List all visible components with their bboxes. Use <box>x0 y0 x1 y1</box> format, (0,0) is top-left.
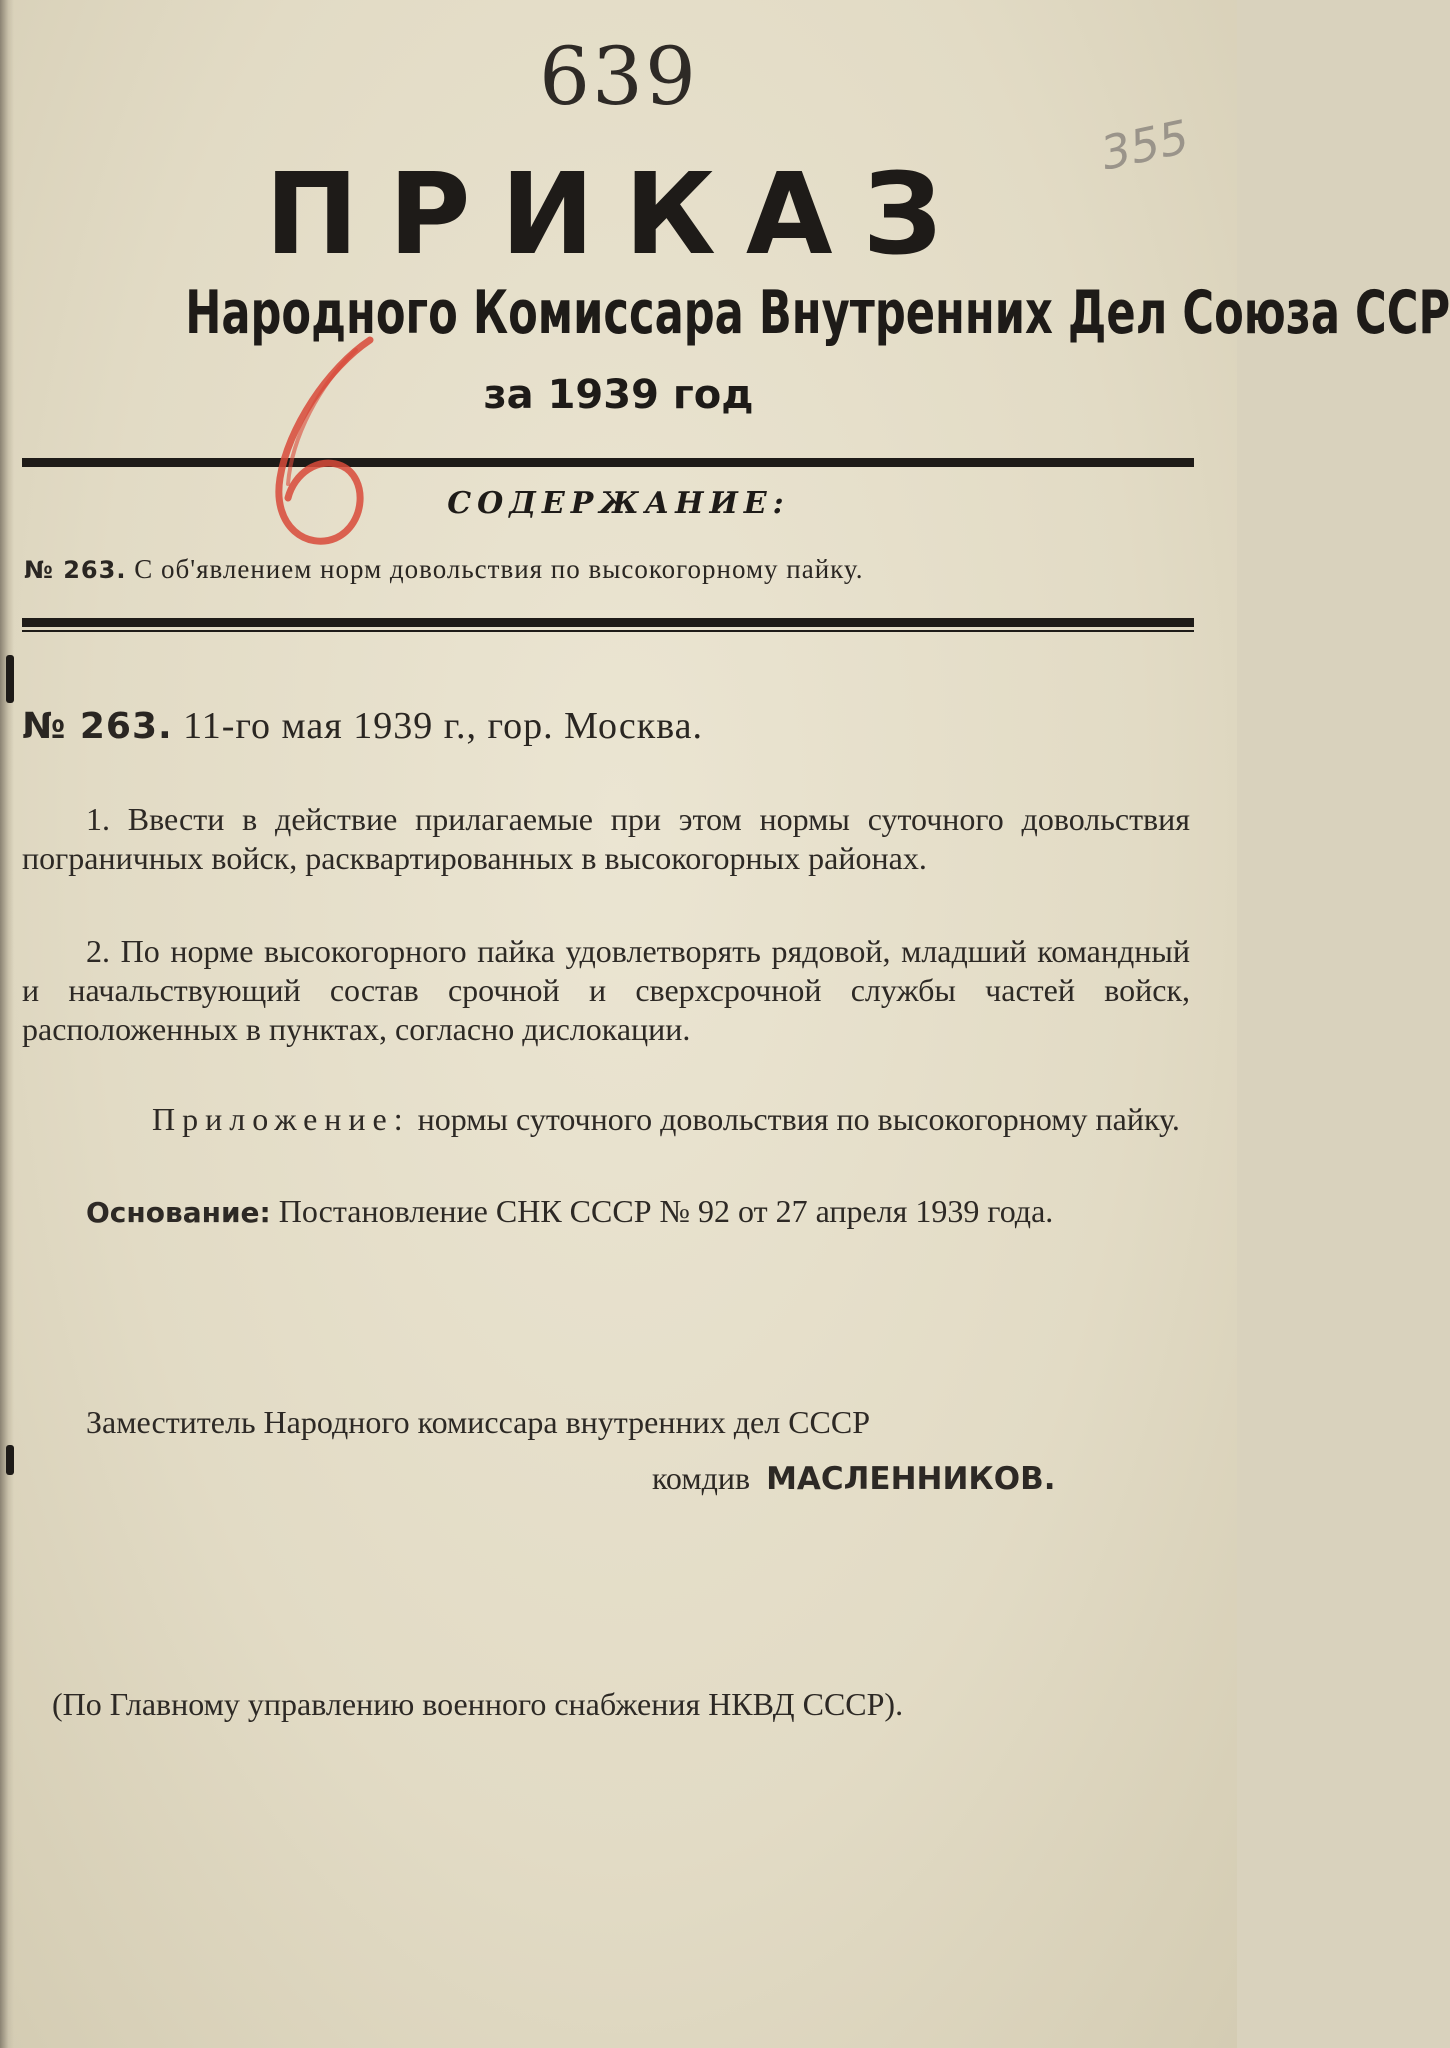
signatory-line <box>652 1460 1056 1497</box>
page-number: 639 <box>539 30 698 123</box>
binding-edge <box>0 0 14 2048</box>
order-paragraph-1: 1. Ввести в действие прилагаемые при этом нормы суточного довольствия пограничных войск, расквартированных в высокогорных районах. <box>22 801 1190 876</box>
handwritten-red-number-icon <box>258 328 388 558</box>
order-date-place: 11-го мая 1939 г., гор. Москва. <box>183 705 704 747</box>
contents-entry <box>24 554 1204 585</box>
basis-text: Постановление СНК СССР № 92 от 27 апреля 1939 года. <box>278 1193 1054 1229</box>
bottom-rule-thick <box>22 618 1194 627</box>
basis-label: Основание: <box>86 1196 271 1229</box>
order-paragraph-2: 2. По норме высокогорного пайка удовлетворять рядовой, младший командный и начальствующий состав срочной и сверхсрочной службы частей войск, расположенных в пунктах, согласно дислокации. <box>22 933 1190 1047</box>
attachment-text: нормы суточного довольствия по высокогорному пайку. <box>417 1101 1180 1137</box>
document-title: ПРИКАЗ <box>264 150 973 280</box>
document-subtitle: Народного Комиссара Внутренних Дел Союза ССР <box>185 278 1450 348</box>
basis-paragraph <box>22 1192 1190 1232</box>
contents-entry-number: № 263. <box>24 556 127 584</box>
contents-entry-text: С об'явлением норм довольствия по высокогорному пайку. <box>134 554 864 584</box>
attachment-paragraph <box>22 1100 1190 1139</box>
contents-heading: СОДЕРЖАНИЕ: <box>447 486 790 521</box>
signatory-rank: комдив <box>652 1460 751 1496</box>
bottom-rule-thin <box>22 630 1194 632</box>
footer-note: (По Главному управлению военного снабжения НКВД СССР). <box>52 1686 904 1722</box>
top-rule <box>22 458 1194 467</box>
year-line: за 1939 год <box>483 372 754 418</box>
signatory-position: Заместитель Народного комиссара внутренних дел СССР <box>86 1404 871 1440</box>
order-number: № 263. <box>22 706 173 747</box>
pencil-corner-mark: 355 <box>1096 109 1194 181</box>
signatory-name: МАСЛЕННИКОВ. <box>766 1461 1056 1497</box>
attachment-label: Приложение: <box>152 1101 410 1137</box>
order-heading <box>22 704 1202 748</box>
